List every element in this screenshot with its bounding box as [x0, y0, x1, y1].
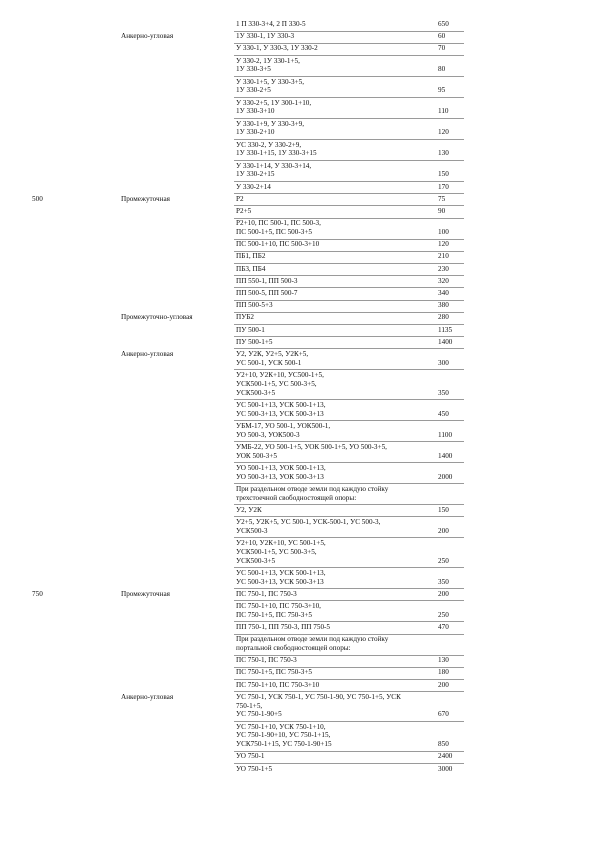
row-divider	[234, 193, 464, 194]
area-value-cell: 450	[438, 409, 449, 418]
support-designation-cell: ПС 750-1, ПС 750-3	[236, 656, 297, 665]
area-value-cell: 200	[438, 589, 449, 598]
support-designation-cell: ПС 750-1+10, ПС 750-3+10	[236, 680, 320, 689]
support-designation-cell: УО 750-1+5	[236, 764, 273, 773]
area-value-cell: 200	[438, 526, 449, 535]
support-designation-cell: У 330-1+14, У 330-3+14, 1У 330-2+15	[236, 161, 312, 179]
area-value-cell: 250	[438, 556, 449, 565]
support-designation-cell: 1У 330-1, 1У 330-3	[236, 32, 295, 41]
support-designation-cell: У 330-1+5, У 330-3+5, 1У 330-2+5	[236, 77, 304, 95]
support-designation-cell: ПБ1, ПБ2	[236, 252, 266, 261]
support-designation-cell: УС 750-1+10, УСК 750-1+10, УС 750-1-90+10, УС 750-1+15, УСК750-1+15, УС 750-1-90+15	[236, 722, 332, 749]
area-value-cell: 70	[438, 44, 446, 53]
area-value-cell: 670	[438, 710, 449, 719]
support-designation-cell: У 330-1+9, У 330-3+9, 1У 330-2+10	[236, 119, 304, 137]
row-divider	[234, 324, 464, 325]
support-designation-cell: ПУ 500-1+5	[236, 337, 273, 346]
support-designation-cell: УМБ-22, УО 500-1+5, УОК 500-1+5, УО 500-3+5, УОК 500-3+5	[236, 442, 387, 460]
support-designation-cell: УС 750-1, УСК 750-1, УС 750-1-90, УС 750-1+5, УСК 750-1+5, УС 750-1-90+5	[236, 692, 401, 719]
area-value-cell: 320	[438, 276, 449, 285]
area-value-cell: 100	[438, 228, 449, 236]
support-designation-cell: УС 330-2, У 330-2+9, 1У 330-1+15, 1У 330-3+15	[236, 140, 317, 158]
area-value-cell: 200	[438, 680, 449, 689]
support-designation-cell: УС 500-1+13, УСК 500-1+13, УС 500-3+13, УСК 500-3+13	[236, 400, 326, 418]
area-value-cell: 650	[438, 20, 449, 28]
support-designation-cell: У2, У2К	[236, 505, 262, 514]
row-divider	[234, 251, 464, 252]
area-value-cell: 150	[438, 505, 449, 514]
support-designation-cell: ПС 750-1+10, ПС 750-3+10, ПС 750-1+5, ПС 750-3+5	[236, 602, 321, 619]
area-value-cell: 120	[438, 240, 449, 249]
area-value-cell: 150	[438, 170, 449, 179]
area-value-cell: 1400	[438, 337, 453, 346]
area-value-cell: 110	[438, 107, 449, 116]
area-value-cell: 130	[438, 149, 449, 158]
support-designation-cell: У2, У2К, У2+5, У2К+5, УС 500-1, УСК 500-1	[236, 350, 309, 367]
area-value-cell: 1100	[438, 430, 453, 439]
support-designation-cell: ПП 750-1, ПП 750-3, ПП 750-5	[236, 623, 331, 631]
area-value-cell: 280	[438, 313, 449, 322]
row-divider	[234, 504, 464, 505]
area-value-cell: 380	[438, 301, 449, 310]
support-type-cell: Анкерно-угловая	[121, 350, 174, 358]
support-type-cell: Промежуточная	[121, 589, 170, 598]
area-value-cell: 130	[438, 656, 449, 665]
support-designation-cell: ПС 750-1+5, ПС 750-3+5	[236, 668, 312, 677]
support-designation-cell: ПС 750-1, ПС 750-3	[236, 589, 297, 598]
support-designation-cell: ПП 500-5+3	[236, 301, 273, 310]
support-designation-cell: УО 500-1+13, УОК 500-1+13, УО 500-3+13, УОК 500-3+13	[236, 463, 326, 481]
support-designation-cell: У 330-1, У 330-3, 1У 330-2	[236, 44, 318, 53]
support-designation-cell: ПУ 500-1	[236, 325, 265, 334]
area-value-cell: 170	[438, 182, 449, 191]
support-designation-cell: 1 П 330-3+4, 2 П 330-5	[236, 20, 306, 28]
support-designation-cell: Р2+10, ПС 500-1, ПС 500-3, ПС 500-1+5, ПС 500-3+5	[236, 219, 321, 236]
support-designation-cell: Р2	[236, 194, 244, 203]
area-value-cell: 350	[438, 388, 449, 397]
area-value-cell: 300	[438, 358, 449, 367]
support-designation-cell: УБМ-17, УО 500-1, УОК500-1, УО 500-3, УОК500-3	[236, 421, 331, 439]
area-value-cell: 3000	[438, 764, 453, 773]
support-designation-cell: ПС 500-1+10, ПС 500-3+10	[236, 240, 320, 249]
area-value-cell: 230	[438, 264, 449, 273]
support-designation-cell: У2+10, У2К+10, УС 500-1+5, УСК500-1+5, УС 500-3+5, УСК500-3+5	[236, 539, 326, 565]
area-value-cell: 850	[438, 740, 449, 749]
area-value-cell: 120	[438, 128, 449, 137]
voltage-cell: 500	[32, 194, 43, 203]
area-value-cell: 350	[438, 577, 449, 586]
support-designation-cell: При раздельном отводе земли под каждую стойку портальной свободностоящей опоры:	[236, 635, 389, 652]
area-value-cell: 470	[438, 623, 449, 631]
support-designation-cell: У 330-2, 1У 330-1+5, 1У 330-3+5	[236, 56, 300, 74]
voltage-cell: 750	[32, 589, 43, 598]
support-designation-cell: Р2+5	[236, 207, 252, 215]
support-designation-cell: У 330-2+14	[236, 182, 271, 191]
area-value-cell: 250	[438, 610, 449, 619]
area-value-cell: 1400	[438, 451, 453, 460]
area-value-cell: 80	[438, 65, 446, 74]
support-designation-cell: При раздельном отводе земли под каждую стойку трехстоечной свободностоящей опоры:	[236, 484, 389, 502]
area-value-cell: 2400	[438, 752, 453, 761]
area-value-cell: 75	[438, 194, 446, 203]
row-divider	[234, 263, 464, 264]
area-value-cell: 2000	[438, 472, 453, 481]
support-designation-cell: УО 750-1	[236, 752, 265, 761]
area-value-cell: 180	[438, 668, 449, 677]
area-value-cell: 210	[438, 252, 449, 261]
row-divider	[234, 312, 464, 313]
area-value-cell: 95	[438, 86, 446, 95]
support-type-cell: Промежуточная	[121, 194, 170, 203]
area-value-cell: 90	[438, 207, 446, 215]
support-type-cell: Промежуточно-угловая	[121, 313, 193, 322]
support-designation-cell: У2+10, У2К+10, УС500-1+5, УСК500-1+5, УС 500-3+5, УСК500-3+5	[236, 371, 324, 397]
support-designation-cell: УС 500-1+13, УСК 500-1+13, УС 500-3+13, УСК 500-3+13	[236, 568, 326, 586]
support-designation-cell: У2+5, У2К+5, УС 500-1, УСК-500-1, УС 500-3, УСК500-3	[236, 518, 381, 535]
support-type-cell: Анкерно-угловая	[121, 32, 174, 41]
support-type-cell: Анкерно-угловая	[121, 692, 174, 701]
row-divider	[234, 205, 464, 206]
support-designation-cell: ПП 500-5, ПП 500-7	[236, 289, 298, 297]
support-designation-cell: У 330-2+5, 1У 300-1+10, 1У 330-3+10	[236, 98, 312, 116]
area-value-cell: 60	[438, 32, 446, 41]
row-divider	[234, 751, 464, 752]
area-value-cell: 1135	[438, 325, 453, 334]
support-designation-cell: ПП 550-1, ПП 500-3	[236, 276, 298, 285]
support-designation-cell: ПБ3, ПБ4	[236, 264, 266, 273]
support-designation-cell: ПУБ2	[236, 313, 255, 322]
area-value-cell: 340	[438, 289, 449, 297]
